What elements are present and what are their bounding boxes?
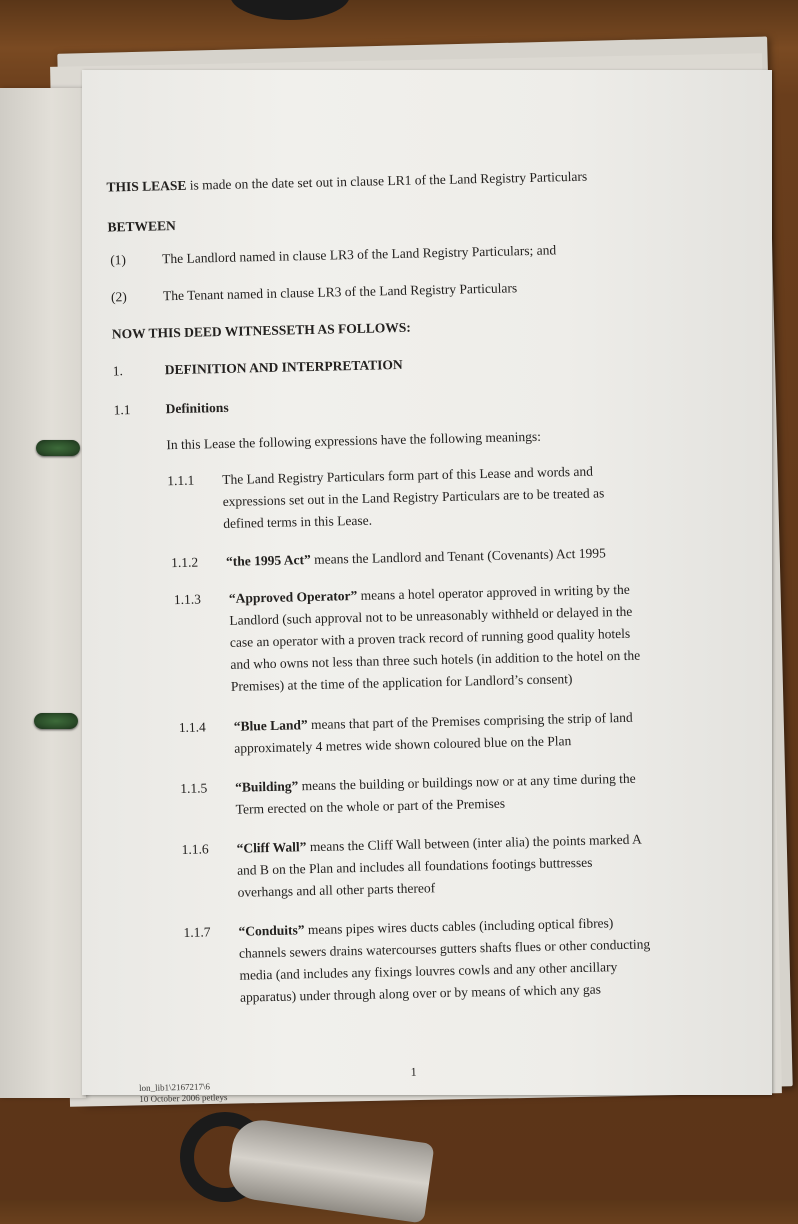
party-1-number: (1) bbox=[110, 252, 127, 268]
intro-line bbox=[106, 166, 587, 198]
clause-term: “Building” bbox=[235, 778, 299, 795]
clause-term: “the 1995 Act” bbox=[225, 552, 311, 569]
intro-rest: is made on the date set out in clause LR1 of the Land Registry Particulars bbox=[186, 168, 588, 193]
clause-line: case an operator with a proven track record of running good quality hotels bbox=[229, 625, 631, 650]
clause-number: 1.1.3 bbox=[173, 591, 202, 608]
clause-line bbox=[226, 542, 606, 572]
party-2-text: The Tenant named in clause LR3 of the Land Registry Particulars bbox=[162, 280, 518, 304]
clause-line: channels sewers drains watercourses gutters shafts flues or other conducting bbox=[238, 936, 651, 961]
clause-term: “Conduits” bbox=[238, 922, 305, 939]
clause-number: 1.1.2 bbox=[170, 554, 199, 571]
clause-text: means pipes wires ducts cables (including optical fibres) bbox=[304, 915, 614, 938]
clause-number: 1.1.6 bbox=[181, 841, 209, 858]
clause-text: means a hotel operator approved in writing by the bbox=[357, 581, 630, 603]
clause-line: Term erected on the whole or part of the Premises bbox=[235, 795, 506, 817]
footer-reference: lon_lib1\2167217\6 bbox=[138, 1081, 211, 1094]
page-number: 1 bbox=[410, 1064, 417, 1079]
section-number: 1. bbox=[112, 363, 124, 379]
witness-heading: NOW THIS DEED WITNESSETH AS FOLLOWS: bbox=[111, 319, 411, 342]
footer-date: 10 October 2006 petleys bbox=[139, 1092, 228, 1105]
subsection-number: 1.1 bbox=[113, 402, 131, 418]
clause-number: 1.1.5 bbox=[180, 780, 208, 797]
clause-text: means that part of the Premises comprising the strip of land bbox=[307, 709, 633, 733]
clause-line: Landlord (such approval not to be unreasonably withheld or delayed in the bbox=[229, 603, 633, 628]
clause-text: means the Cliff Wall between (inter alia) the points marked A bbox=[306, 831, 643, 855]
clause-line: apparatus) under through along over or by means of which any gas bbox=[239, 981, 602, 1005]
clause-number: 1.1.1 bbox=[167, 472, 195, 489]
clause-number: 1.1.7 bbox=[183, 924, 211, 940]
clause-term: “Approved Operator” bbox=[228, 587, 358, 606]
clause-line: expressions set out in the Land Registry Particulars are to be treated as bbox=[222, 485, 605, 509]
clause-line: and who owns not less than three such hotels (in addition to the hotel on the bbox=[230, 647, 641, 672]
clause-text: means the building or buildings now or at any time during the bbox=[298, 770, 636, 794]
definitions-lead: In this Lease the following expressions have the following meanings: bbox=[166, 428, 542, 453]
clause-line: media (and includes any fixings louvres cowls and any other ancillary bbox=[239, 959, 618, 983]
clause-number: 1.1.4 bbox=[178, 719, 207, 736]
section-title: DEFINITION AND INTERPRETATION bbox=[164, 356, 403, 378]
clause-term: “Cliff Wall” bbox=[236, 839, 307, 856]
clause-line: defined terms in this Lease. bbox=[223, 512, 373, 531]
clause-line: and B on the Plan and includes all foundations footings buttresses bbox=[236, 854, 593, 878]
clause-text: means the Landlord and Tenant (Covenants) Act 1995 bbox=[310, 545, 606, 568]
party-2-number: (2) bbox=[110, 289, 127, 305]
clause-line: The Land Registry Particulars form part of this Lease and words and bbox=[222, 463, 594, 488]
clause-term: “Blue Land” bbox=[233, 717, 308, 734]
clause-line: approximately 4 metres wide shown coloured blue on the Plan bbox=[234, 733, 572, 756]
intro-bold: THIS LEASE bbox=[106, 177, 187, 195]
clause-line: overhangs and all other parts thereof bbox=[237, 880, 436, 900]
subsection-title: Definitions bbox=[165, 399, 229, 417]
between-heading: BETWEEN bbox=[107, 217, 176, 235]
party-1-text: The Landlord named in clause LR3 of the Land Registry Particulars; and bbox=[162, 242, 557, 267]
clause-line: Premises) at the time of the application for Landlord’s consent) bbox=[230, 671, 573, 694]
